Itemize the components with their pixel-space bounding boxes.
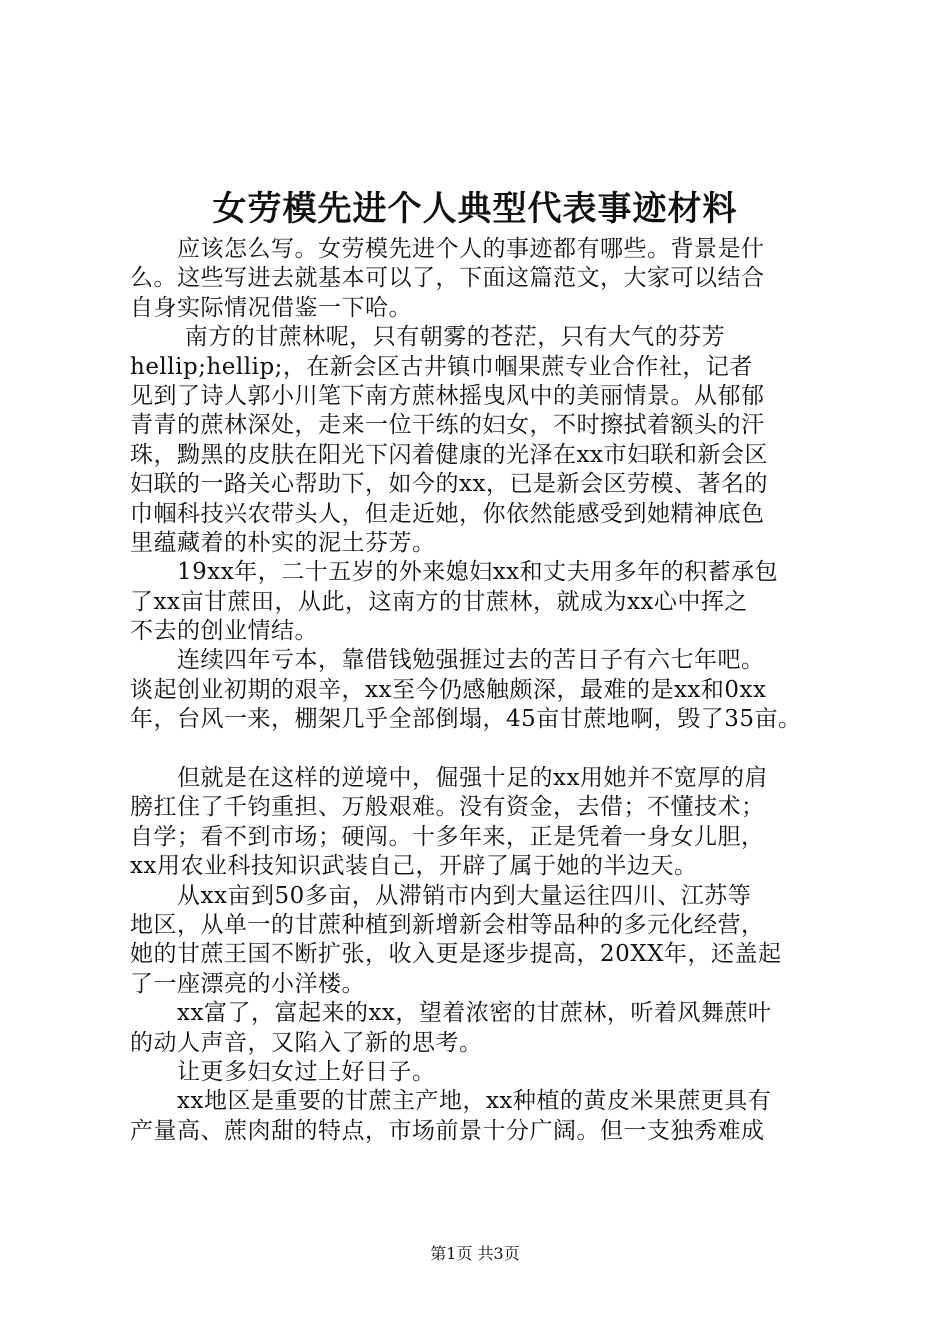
page-footer: 第1页 共3页 xyxy=(430,1244,520,1263)
document-body xyxy=(130,235,830,1146)
body-line: 的动人声音，又陷入了新的思考。 xyxy=(130,1029,483,1056)
blank-line xyxy=(130,735,830,764)
body-line: xx富了，富起来的xx，望着浓密的甘蔗林，听着风舞蔗叶 xyxy=(130,1000,772,1027)
body-line: 巾帼科技兴农带头人，但走近她，你依然能感受到她精神底色 xyxy=(130,500,765,527)
body-line: 不去的创业情结。 xyxy=(130,618,318,645)
body-line: 南方的甘蔗林呢，只有朝雾的苍茫，只有大气的芬芳 xyxy=(130,324,726,351)
body-line: 地区，从单一的甘蔗种植到新增新会柑等品种的多元化经营， xyxy=(130,911,765,938)
body-line: 从xx亩到50多亩，从滞销市内到大量运往四川、江苏等 xyxy=(130,882,752,909)
body-line: 了一座漂亮的小洋楼。 xyxy=(130,970,365,997)
body-line: hellip;hellip;，在新会区古井镇巾帼果蔗专业合作社，记者 xyxy=(130,353,753,380)
body-line: 了xx亩甘蔗田，从此，这南方的甘蔗林，就成为xx心中挥之 xyxy=(130,588,748,615)
body-line: 但就是在这样的逆境中，倔强十足的xx用她并不宽厚的肩 xyxy=(130,765,768,792)
body-line: 里蕴藏着的朴实的泥土芬芳。 xyxy=(130,529,436,556)
body-line: 谈起创业初期的艰辛，xx至今仍感触颇深，最难的是xx和0xx xyxy=(130,676,767,703)
body-line: 自身实际情况借鉴一下哈。 xyxy=(130,294,412,321)
body-line: xx地区是重要的甘蔗主产地，xx种植的黄皮米果蔗更具有 xyxy=(130,1088,772,1115)
body-line: 让更多妇女过上好日子。 xyxy=(130,1058,436,1085)
body-line: 珠，黝黑的皮肤在阳光下闪着健康的光泽在xx市妇联和新会区 xyxy=(130,441,768,468)
body-line: 膀扛住了千钧重担、万般艰难。没有资金，去借；不懂技术； xyxy=(130,794,765,821)
body-line: 自学；看不到市场；硬闯。十多年来，正是凭着一身女儿胆， xyxy=(130,823,765,850)
body-line: xx用农业科技知识武装自己，开辟了属于她的半边天。 xyxy=(130,853,698,880)
body-line: 她的甘蔗王国不断扩张，收入更是逐步提高，20XX年，还盖起 xyxy=(130,941,782,968)
document-title: 女劳模先进个人典型代表事迹材料 xyxy=(212,189,738,229)
body-line: 连续四年亏本，靠借钱勉强捱过去的苦日子有六七年吧。 xyxy=(130,647,765,674)
body-line: 应该怎么写。女劳模先进个人的事迹都有哪些。背景是什 xyxy=(130,236,765,262)
body-line: 年，台风一来，棚架几乎全部倒塌，45亩甘蔗地啊，毁了35亩。 xyxy=(130,706,802,733)
body-line: 见到了诗人郭小川笔下南方蔗林摇曳风中的美丽情景。从郁郁 xyxy=(130,382,765,409)
body-line: 妇联的一路关心帮助下，如今的xx，已是新会区劳模、著名的 xyxy=(130,471,768,498)
body-line: 产量高、蔗肉甜的特点，市场前景十分广阔。但一支独秀难成 xyxy=(130,1117,765,1144)
body-line: 19xx年，二十五岁的外来媳妇xx和丈夫用多年的积蓄承包 xyxy=(130,559,779,586)
body-line: 么。这些写进去就基本可以了，下面这篇范文，大家可以结合 xyxy=(130,265,765,292)
body-line: 青青的蔗林深处，走来一位干练的妇女，不时擦拭着额头的汗 xyxy=(130,412,765,439)
